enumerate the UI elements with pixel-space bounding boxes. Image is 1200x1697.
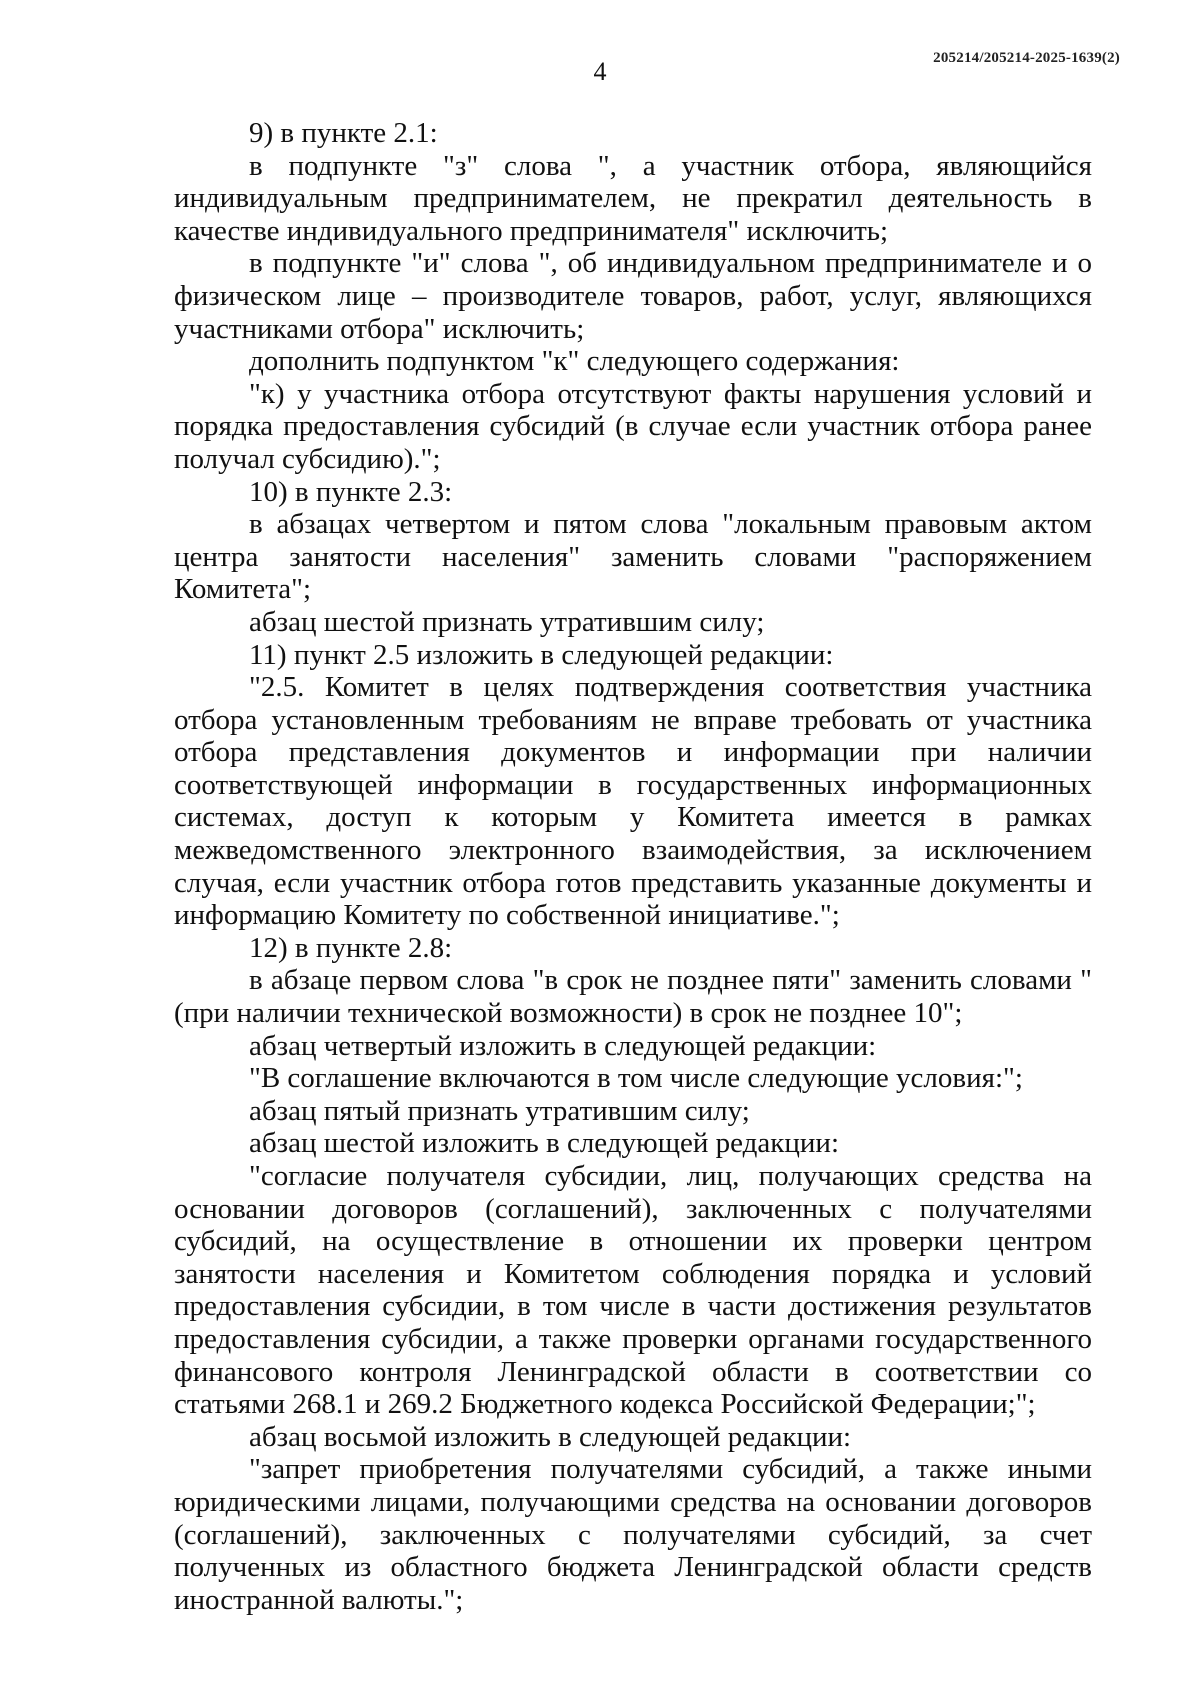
document-id: 205214/205214-2025-1639(2) [933, 50, 1120, 66]
paragraph-subitem-k-text: "к) у участника отбора отсутствуют факты нарушения условий и порядка предоставления субсидий (в случае если участник отбора ранее получал субсидию)."; [174, 377, 1092, 475]
document-body [174, 117, 1092, 1616]
paragraph-item-12-fourth-text: "В соглашение включаются в том числе следующие условия:"; [249, 1062, 1023, 1095]
paragraph-item-9-heading: 9) в пункте 2.1: [249, 117, 438, 149]
paragraph-item-12-sixth: абзац шестой изложить в следующей редакции: [249, 1127, 839, 1160]
paragraph-item-12-sixth-text: "согласие получателя субсидии, лиц, получающих средства на основании договоров (соглашений), заключенных с получателями субсидий, на осуществление в отношении их проверки центром занятости населения и Комитетом соблюдения порядка и условий предоставления субсидии, в том числе в части достижения результатов предоставления субсидии, а также проверки органами государственного финансового контроля Ленинградской области в соответствии со статьями 268.1 и 269.2 Бюджетного кодекса Российской Федерации;"; [174, 1160, 1092, 1421]
paragraph-item-12-eighth: абзац восьмой изложить в следующей редакции: [249, 1420, 852, 1453]
paragraph-subitem-i: в подпункте "и" слова ", об индивидуальном предпринимателе и о физическом лице – производителе товаров, работ, услуг, являющихся участниками отбора" исключить; [174, 247, 1092, 345]
paragraph-item-12-heading: 12) в пункте 2.8: [249, 931, 453, 964]
paragraph-item-11-heading: 11) пункт 2.5 изложить в следующей редакции: [249, 638, 834, 671]
paragraph-item-10-heading: 10) в пункте 2.3: [249, 475, 453, 508]
paragraph-item-12-fifth: абзац пятый признать утратившим силу; [249, 1094, 750, 1127]
paragraph-item-10-repeal: абзац шестой признать утратившим силу; [249, 605, 765, 638]
paragraph-item-12-first: в абзаце первом слова "в срок не позднее пяти" заменить словами "(при наличии технической возможности) в срок не позднее 10"; [174, 964, 1092, 1030]
page-number: 4 [593, 57, 607, 86]
paragraph-item-12-fourth: абзац четвертый изложить в следующей редакции: [249, 1029, 877, 1062]
paragraph-add-subitem-k: дополнить подпунктом "к" следующего содержания: [249, 345, 900, 378]
paragraph-subitem-z: в подпункте "з" слова ", а участник отбора, являющийся индивидуальным предпринимателем, не прекратил деятельность в качестве индивидуального предпринимателя" исключить; [174, 149, 1092, 247]
paragraph-item-11-text: "2.5. Комитет в целях подтверждения соответствия участника отбора установленным требованиям не вправе требовать от участника отбора представления документов и информации при наличии соответствующей информации в государственных информационных системах, доступ к которым у Комитета имеется в рамках межведомственного электронного взаимодействия, за исключением случая, если участник отбора готов представить указанные документы и информацию Комитету по собственной инициативе."; [174, 671, 1092, 932]
paragraph-item-12-eighth-text: "запрет приобретения получателями субсидий, а также иными юридическими лицами, получающими средства на основании договоров (соглашений), заключенных с получателями субсидий, за счет полученных из областного бюджета Ленинградской области средств иностранной валюты."; [174, 1453, 1092, 1616]
paragraph-item-10-replace: в абзацах четвертом и пятом слова "локальным правовым актом центра занятости населения" заменить словами "распоряжением Комитета"; [174, 508, 1092, 606]
